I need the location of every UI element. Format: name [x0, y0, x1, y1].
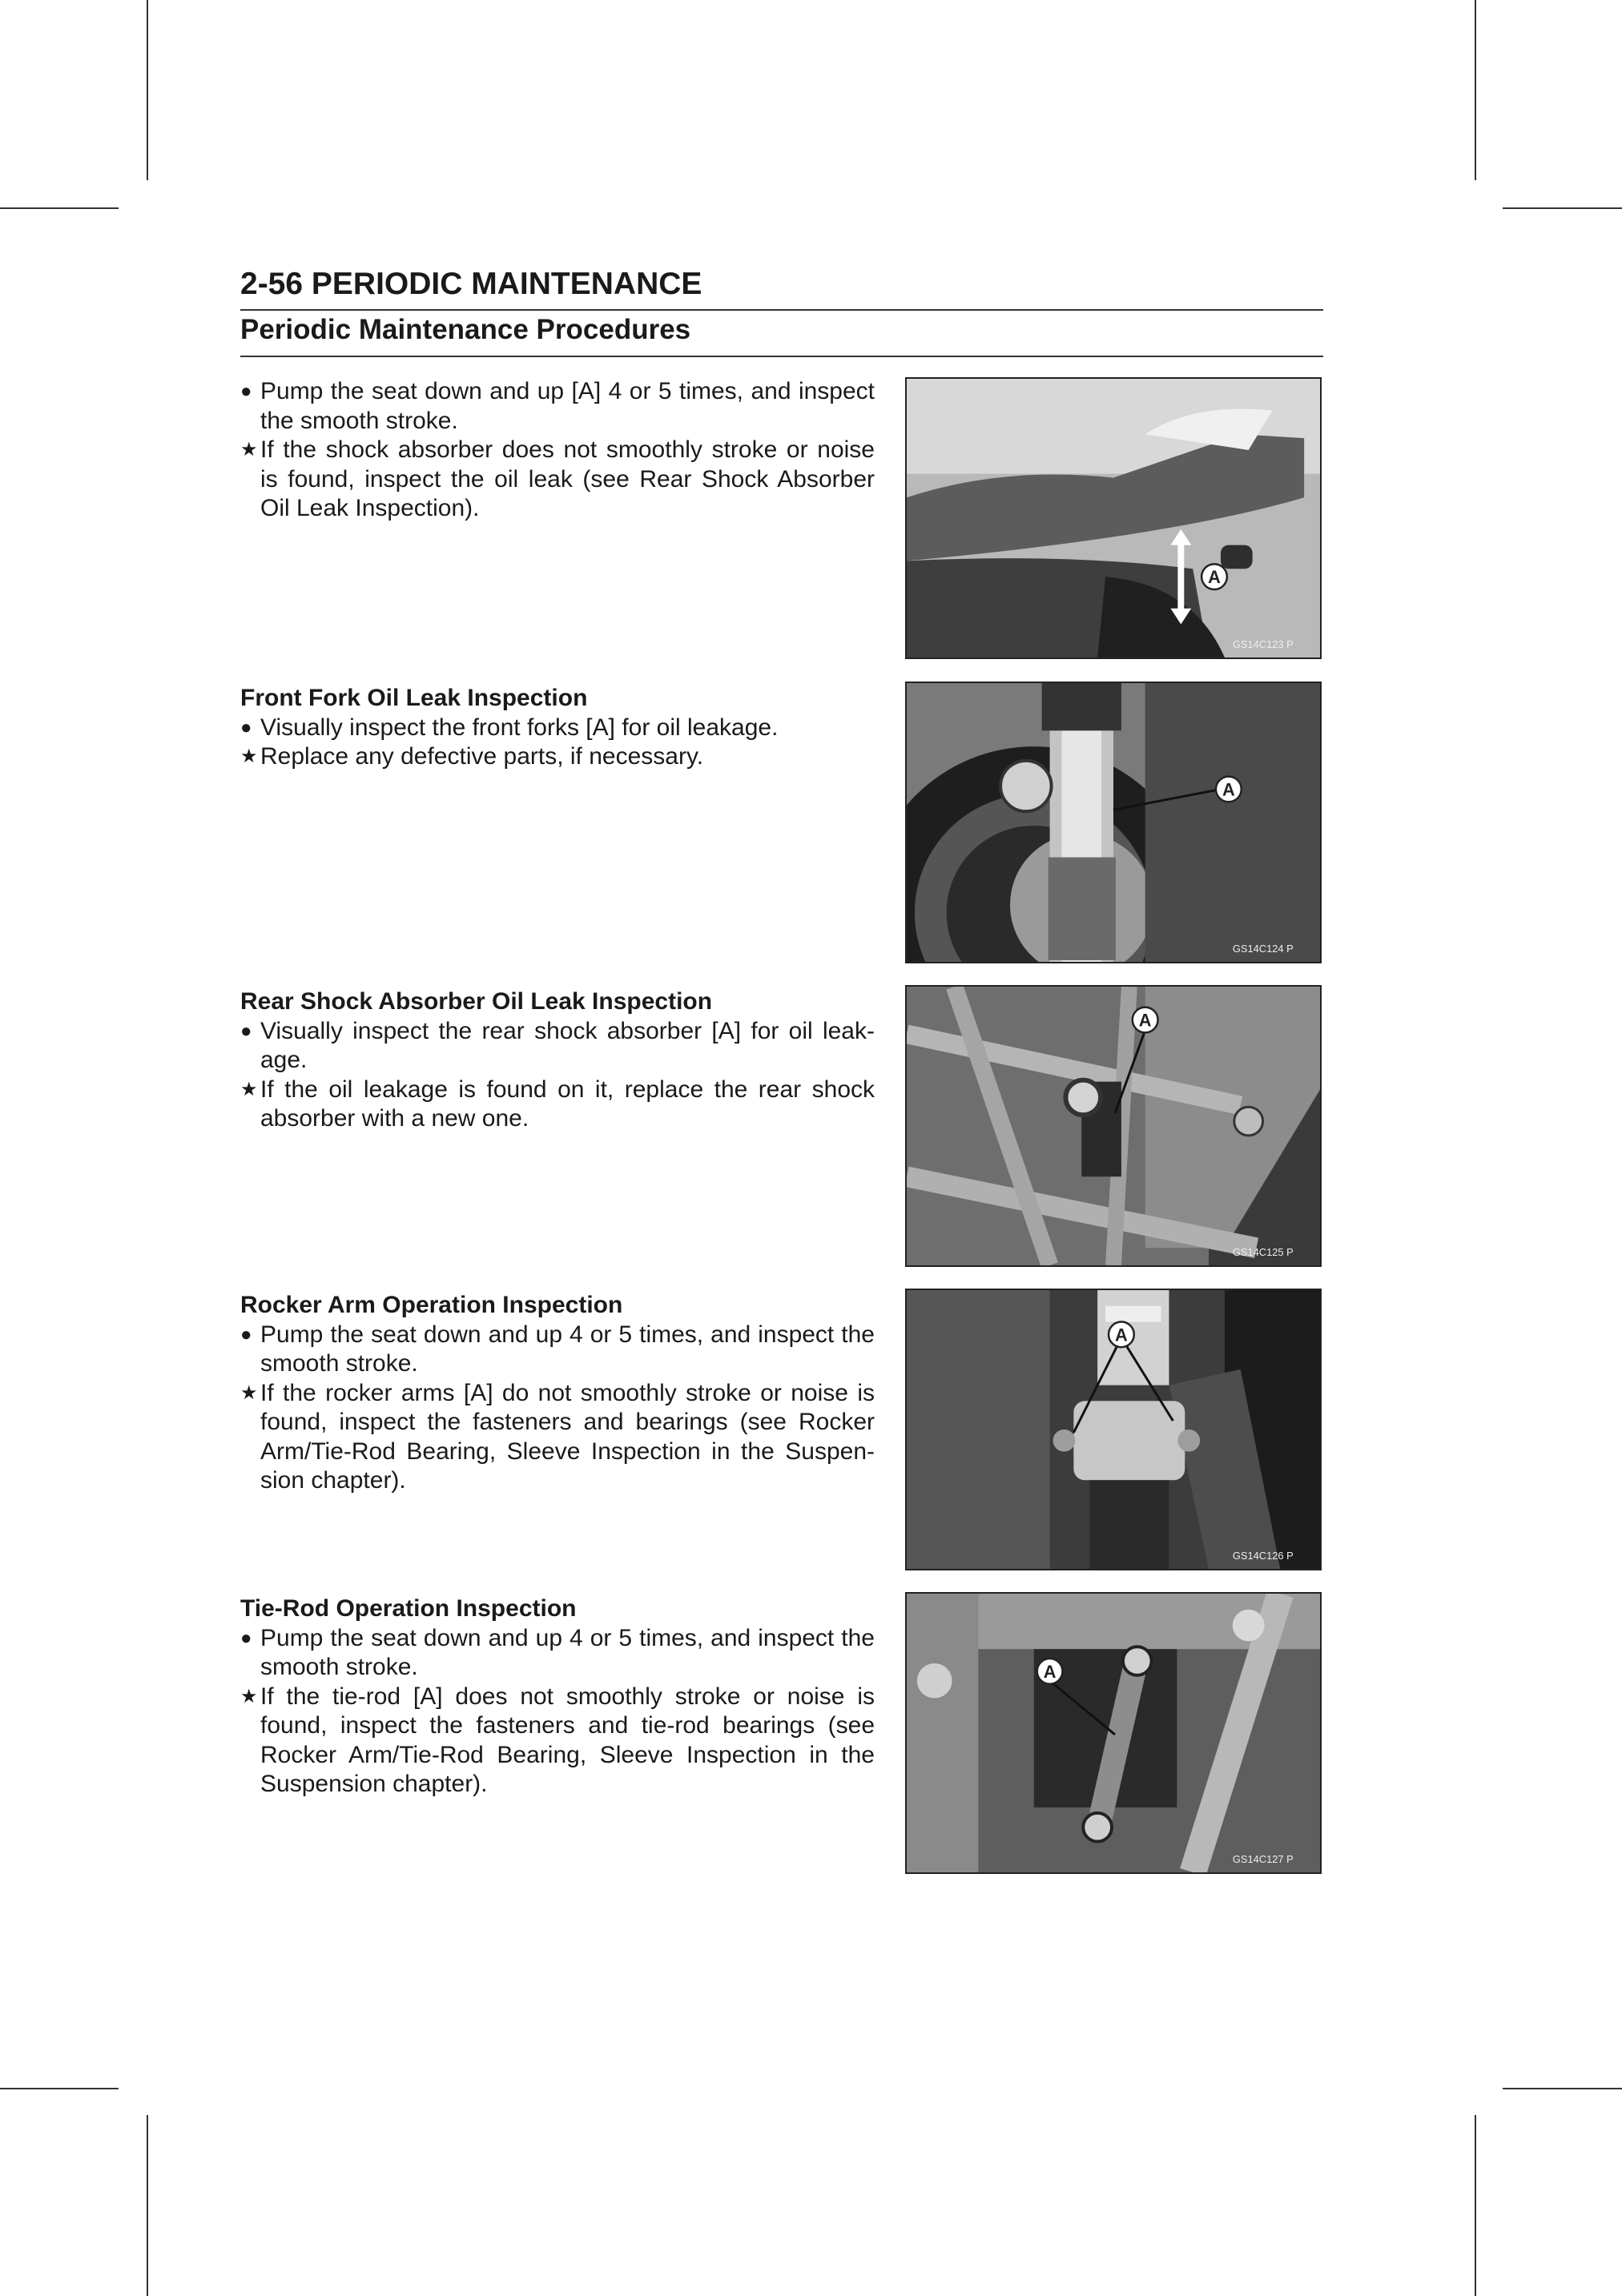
callout-a: [1109, 1322, 1134, 1348]
procedure-text: [240, 987, 875, 1134]
figure-code: GS14C124 P: [1232, 943, 1294, 955]
callout-a: [1037, 1659, 1063, 1684]
crop-mark: [0, 2088, 119, 2089]
rocker-arm-photo: [905, 1289, 1322, 1570]
item-text: If the rocker arms [A] do not smoothly stroke or noise is found, inspect the fasteners and bearings (see Rocker Arm/Tie-Rod Bearing, Sleeve Inspection in the Suspen-sion chapter).: [260, 1379, 875, 1494]
item-text: If the shock absorber does not smoothly stroke or noise is found, inspect the oil leak (see Rear Shock Absorber Oil Leak Inspection).: [260, 436, 875, 521]
crop-mark: [1503, 2088, 1622, 2089]
subheading: Tie-Rod Operation Inspection: [240, 1595, 577, 1622]
list-item: [240, 436, 875, 524]
star-icon: ★: [240, 1078, 258, 1100]
list-item: [240, 1321, 875, 1379]
crop-mark: [1475, 0, 1476, 180]
list-item: [240, 1076, 875, 1134]
svg-text:A: A: [1208, 567, 1221, 588]
callout-a: [1216, 777, 1242, 802]
svg-text:A: A: [1222, 779, 1235, 800]
item-text: If the oil leakage is found on it, replace the rear shock absorber with a new one.: [260, 1076, 875, 1132]
figure-code: GS14C125 P: [1232, 1246, 1294, 1259]
list-item: [240, 714, 875, 743]
bullet-icon: ●: [240, 1019, 252, 1042]
procedure-text: [240, 684, 875, 772]
crop-mark: [0, 207, 119, 209]
subheading: Rocker Arm Operation Inspection: [240, 1292, 623, 1318]
seat-pump-photo: [905, 377, 1322, 659]
procedure-text: [240, 1291, 875, 1496]
crop-mark: [147, 2115, 148, 2296]
list-item: [240, 377, 875, 436]
bullet-icon: ●: [240, 1323, 252, 1345]
subheading: Rear Shock Absorber Oil Leak Inspection: [240, 988, 713, 1015]
item-text: Pump the seat down and up 4 or 5 times, and inspect the smooth stroke.: [260, 1321, 875, 1377]
list-item: [240, 1624, 875, 1683]
svg-text:A: A: [1043, 1661, 1057, 1682]
list-item: [240, 1683, 875, 1799]
star-icon: ★: [240, 746, 258, 767]
callout-a: [1201, 564, 1227, 589]
subheading: Front Fork Oil Leak Inspection: [240, 685, 588, 711]
crop-mark: [1475, 2115, 1476, 2296]
figure-code: GS14C127 P: [1232, 1853, 1294, 1866]
tie-rod-photo: [905, 1592, 1322, 1874]
section-title: Periodic Maintenance Procedures: [240, 311, 1323, 357]
item-text: Pump the seat down and up [A] 4 or 5 times, and inspect the smooth stroke.: [260, 378, 875, 434]
crop-mark: [1503, 207, 1622, 209]
svg-text:A: A: [1138, 1010, 1152, 1031]
callout-a: [1133, 1007, 1158, 1033]
bullet-icon: ●: [240, 380, 252, 402]
item-text: Visually inspect the front forks [A] for oil leakage.: [260, 714, 779, 741]
item-text: Replace any defective parts, if necessary.: [260, 743, 704, 770]
bullet-icon: ●: [240, 716, 252, 738]
figure-code: GS14C126 P: [1232, 1550, 1294, 1562]
star-icon: ★: [240, 1685, 258, 1707]
item-text: If the tie-rod [A] does not smoothly stroke or noise is found, inspect the fasteners and tie-rod bearings (see Rocker Arm/Tie-Rod Bearing, Sleeve Inspection in the Suspension chapter).: [260, 1683, 875, 1797]
svg-text:A: A: [1115, 1325, 1128, 1345]
procedure-text: [240, 377, 875, 524]
star-icon: ★: [240, 1381, 258, 1404]
chapter-title: 2-56 PERIODIC MAINTENANCE: [240, 264, 1323, 311]
procedure-text: [240, 1594, 875, 1799]
crop-mark: [147, 0, 148, 180]
page-header: [240, 264, 1323, 357]
figure-code: GS14C123 P: [1232, 638, 1294, 651]
bullet-icon: ●: [240, 1627, 252, 1649]
front-fork-photo: [905, 682, 1322, 963]
list-item: [240, 742, 875, 772]
star-icon: ★: [240, 439, 258, 460]
item-text: Pump the seat down and up 4 or 5 times, and inspect the smooth stroke.: [260, 1624, 875, 1680]
rear-shock-photo: [905, 985, 1322, 1267]
list-item: [240, 1379, 875, 1496]
item-text: Visually inspect the rear shock absorber [A] for oil leak-age.: [260, 1017, 875, 1073]
list-item: [240, 1017, 875, 1076]
